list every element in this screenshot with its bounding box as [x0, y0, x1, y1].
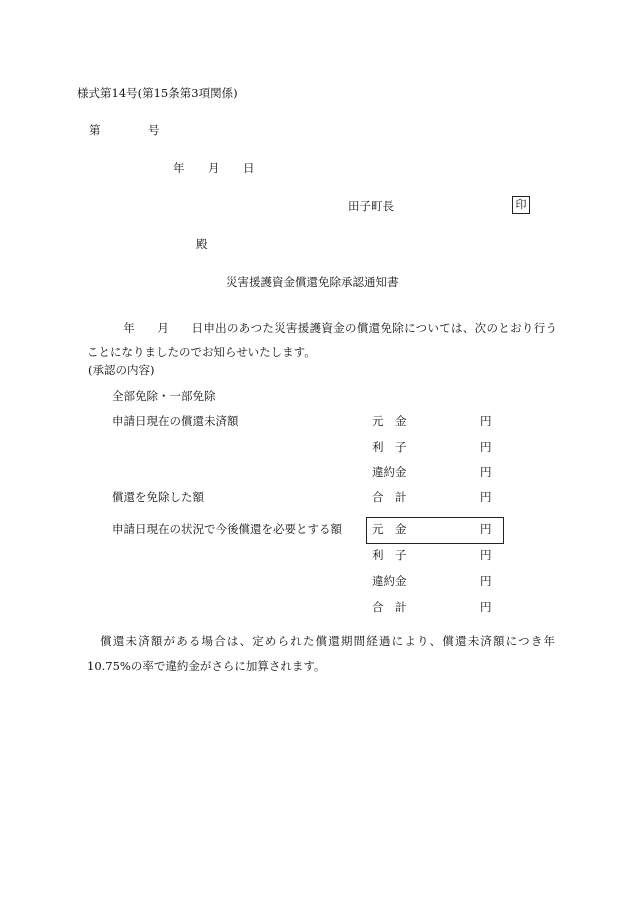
- row-label: 償還を免除した額: [112, 490, 204, 504]
- row-unit: 円: [480, 548, 492, 562]
- date-month: 月: [208, 161, 220, 175]
- form-number: 様式第14号(第15条第3項関係): [77, 86, 238, 100]
- document-number-prefix: 第: [89, 123, 101, 137]
- row-label: 申請日現在の償還未済額: [112, 414, 239, 428]
- issuer: 田子町長: [348, 199, 394, 213]
- row-item: 元 金: [372, 414, 407, 428]
- notice-note: [87, 629, 555, 679]
- body-text: 日申出のあつた災害援護資金の償還免除については、次のとおり行うことになりましたのでお知らせいたします。: [87, 321, 558, 359]
- document-title: 災害援護資金償還免除承認通知書: [226, 275, 399, 289]
- row-label: 申請日現在の状況で今後償還を必要とする額: [112, 522, 342, 536]
- row-unit: 円: [480, 574, 492, 588]
- row-unit: 円: [480, 465, 492, 479]
- addressee-honorific: 殿: [196, 237, 208, 251]
- row-item: 利 子: [372, 548, 407, 562]
- row-unit: 円: [480, 440, 492, 454]
- row-unit: 円: [480, 414, 492, 428]
- exemption-choice: 全部免除・一部免除: [112, 389, 216, 403]
- row-item: 違約金: [372, 574, 407, 588]
- body-paragraph: [87, 316, 557, 364]
- row-item: 違約金: [372, 465, 407, 479]
- row-unit: 円: [480, 522, 492, 536]
- row-item: 合 計: [372, 600, 407, 614]
- body-year: 年: [123, 321, 136, 335]
- document-number-suffix: 号: [148, 123, 160, 137]
- row-unit: 円: [480, 490, 492, 504]
- row-item: 元 金: [372, 522, 407, 536]
- body-month: 月: [157, 321, 170, 335]
- date-day: 日: [243, 161, 255, 175]
- seal-mark: 印: [512, 196, 530, 214]
- date-year: 年: [173, 161, 185, 175]
- row-item: 合 計: [372, 490, 407, 504]
- row-item: 利 子: [372, 440, 407, 454]
- notice-text: 償還未済額がある場合は、定められた償還期間経過により、償還未済額につき年10.75%の率で違約金がさらに加算されます。: [87, 634, 555, 673]
- section-heading: (承認の内容): [88, 363, 155, 377]
- row-unit: 円: [480, 600, 492, 614]
